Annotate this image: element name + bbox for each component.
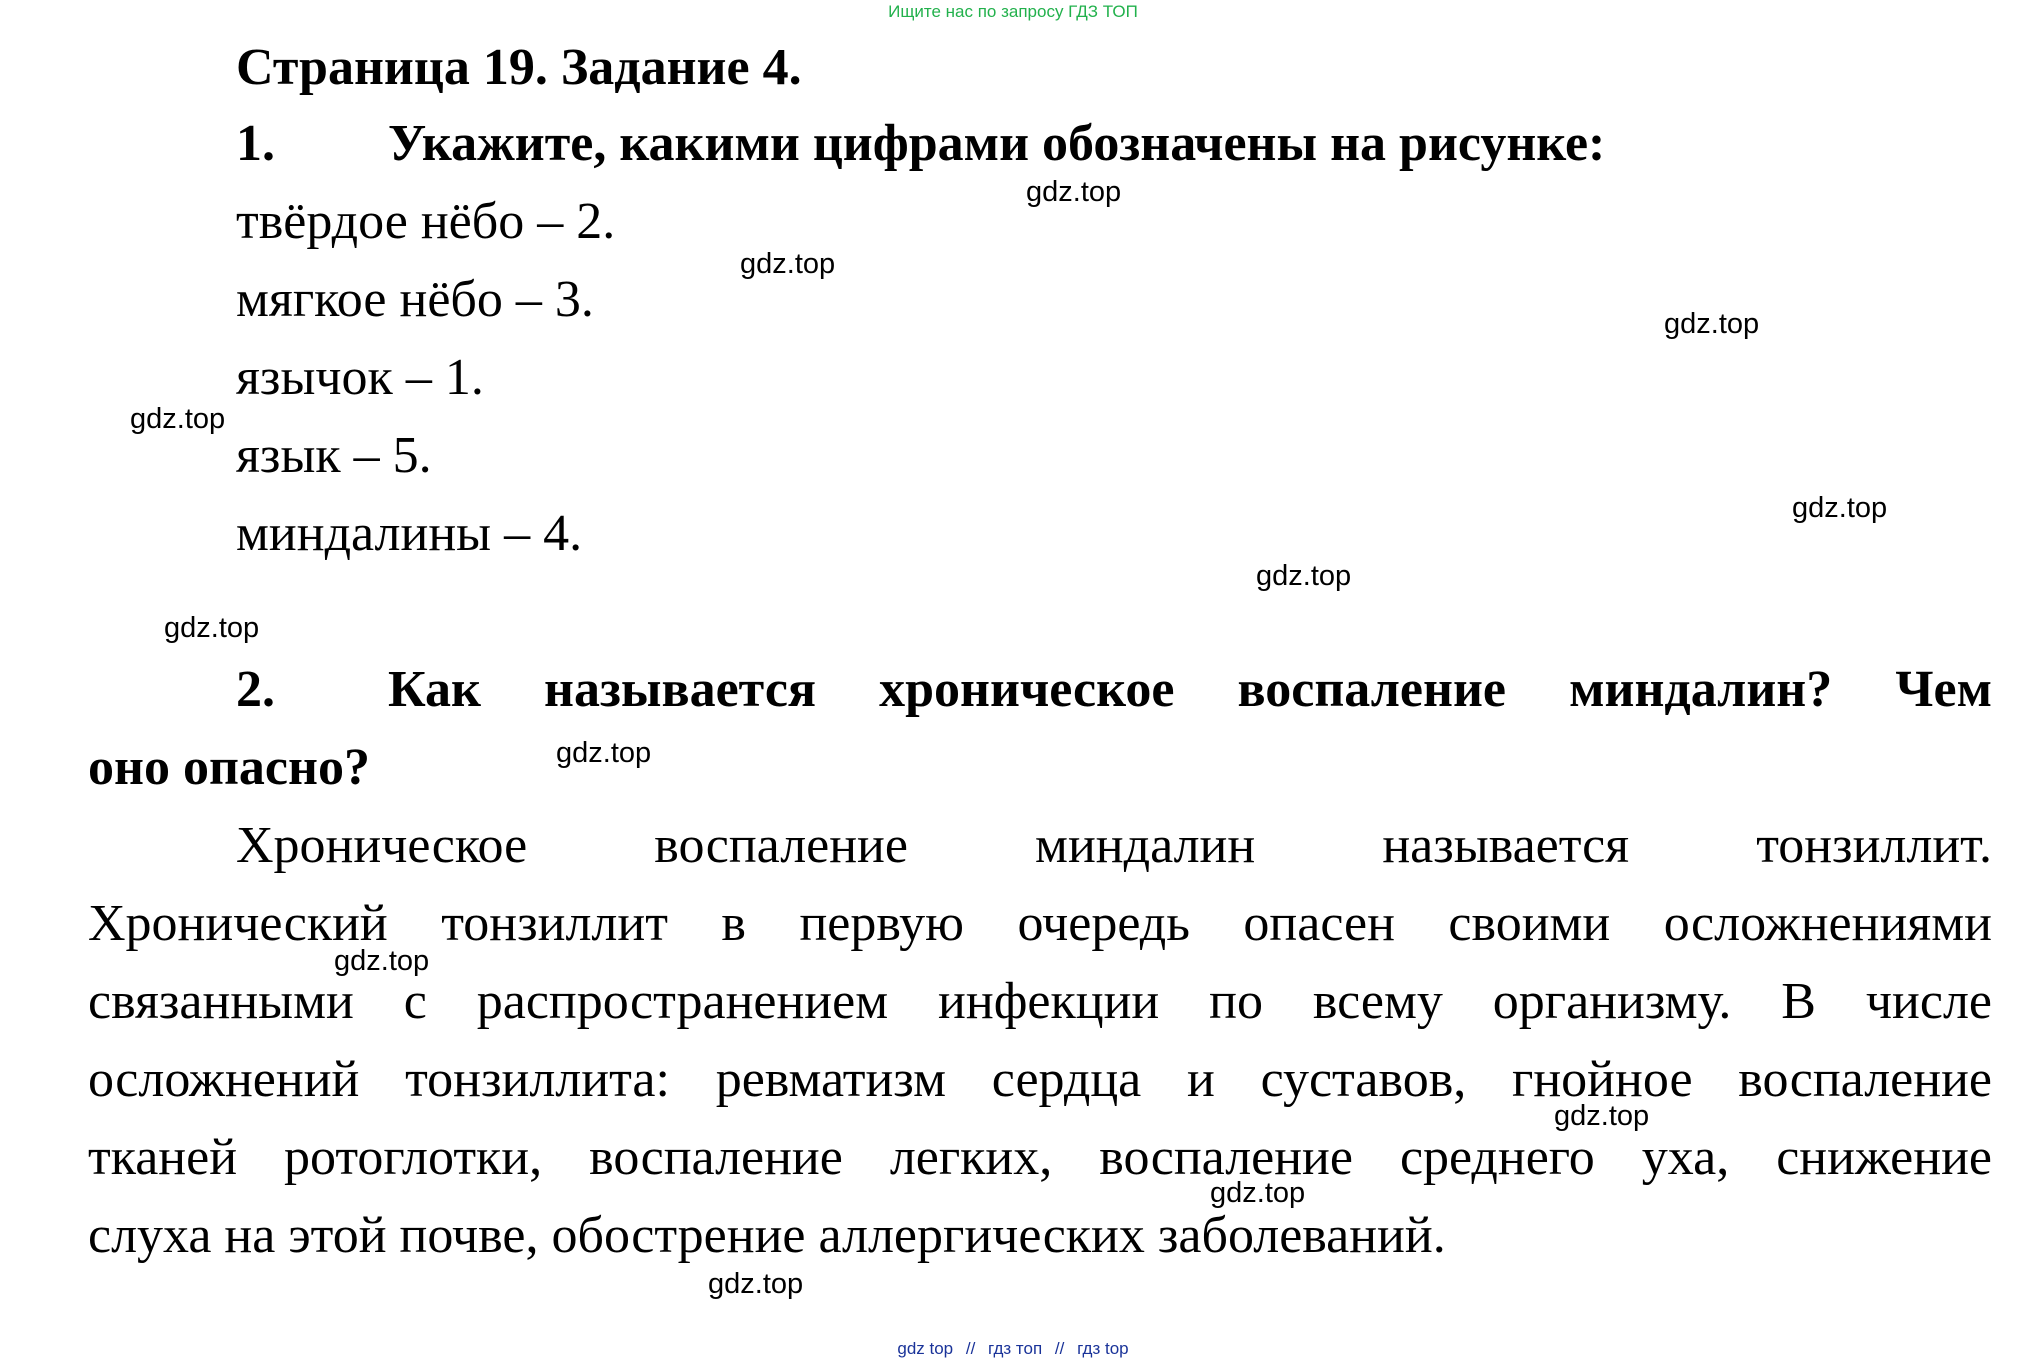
question-1-text: Укажите, какими цифрами обозначены на рисунке: xyxy=(388,115,1606,172)
a2-word: связанными xyxy=(88,973,354,1030)
a2-word: воспаление xyxy=(1099,1129,1353,1186)
answer-2-line-4 xyxy=(88,1051,1992,1108)
a2-word: воспаление xyxy=(1738,1051,1992,1108)
a2-word: очередь xyxy=(1017,895,1190,952)
a2-word: своими xyxy=(1448,895,1611,952)
a2-word: первую xyxy=(799,895,964,952)
answer-item: миндалины – 4. xyxy=(236,505,583,562)
a2-word: тонзиллита: xyxy=(405,1051,670,1108)
footer xyxy=(0,1340,2026,1357)
a2-word: опасен xyxy=(1243,895,1395,952)
answer-2-line-3 xyxy=(88,973,1992,1030)
watermark: gdz.top xyxy=(556,737,652,769)
watermark: gdz.top xyxy=(740,248,836,280)
q2-word: Чем xyxy=(1895,661,1992,718)
watermark: gdz.top xyxy=(1792,492,1888,524)
watermark: gdz.top xyxy=(130,403,226,435)
q2-word: Как xyxy=(388,661,481,718)
answer-item: твёрдое нёбо – 2. xyxy=(236,193,616,250)
a2-word: всему xyxy=(1312,973,1443,1030)
question-1-number: 1. xyxy=(236,115,275,172)
q2-word: воспаление xyxy=(1237,661,1506,718)
footer-link[interactable]: гдз top xyxy=(1077,1339,1129,1358)
watermark: gdz.top xyxy=(334,945,430,977)
answer-item: язычок – 1. xyxy=(236,349,484,406)
a2-word: среднего xyxy=(1399,1129,1595,1186)
a2-word: суставов, xyxy=(1260,1051,1467,1108)
watermark: gdz.top xyxy=(1554,1100,1650,1132)
footer-separator: // xyxy=(1054,1339,1065,1358)
a2-word: осложнений xyxy=(88,1051,360,1108)
a2-word: В xyxy=(1781,973,1816,1030)
a2-word: тканей xyxy=(88,1129,238,1186)
a2-word: сердца xyxy=(991,1051,1142,1108)
question-2-number: 2. xyxy=(236,661,275,718)
a2-word: называется xyxy=(1382,817,1630,874)
top-banner: Ищите нас по запросу ГДЗ ТОП xyxy=(888,2,1138,21)
a2-word: по xyxy=(1209,973,1263,1030)
a2-word: организму. xyxy=(1492,973,1732,1030)
question-2-line-2: оно опасно? xyxy=(88,739,370,796)
a2-word: ревматизм xyxy=(715,1051,947,1108)
a2-word: Хронический xyxy=(88,895,388,952)
question-1 xyxy=(236,115,1606,172)
a2-word: снижение xyxy=(1776,1129,1992,1186)
page-title: Страница 19. Задание 4. xyxy=(236,39,802,96)
watermark: gdz.top xyxy=(1210,1177,1306,1209)
a2-word: в xyxy=(721,895,746,952)
a2-word: распространением xyxy=(476,973,889,1030)
footer-link[interactable]: гдз топ xyxy=(988,1339,1043,1358)
answer-2-line-1 xyxy=(236,817,1992,874)
a2-word: инфекции xyxy=(938,973,1160,1030)
watermark: gdz.top xyxy=(1256,560,1352,592)
answer-2-line-6: слуха на этой почве, обострение аллергических заболеваний. xyxy=(88,1207,1446,1264)
a2-word: гнойное xyxy=(1512,1051,1693,1108)
a2-word: ротоглотки, xyxy=(284,1129,543,1186)
footer-link[interactable]: gdz top xyxy=(897,1339,954,1358)
q2-word: называется xyxy=(544,661,817,718)
a2-word: тонзиллит xyxy=(441,895,668,952)
watermark: gdz.top xyxy=(164,612,260,644)
a2-word: миндалин xyxy=(1035,817,1256,874)
watermark: gdz.top xyxy=(708,1268,804,1300)
answer-2-line-5 xyxy=(88,1129,1992,1186)
q2-word: хроническое xyxy=(879,661,1175,718)
answer-2-line-2 xyxy=(88,895,1992,952)
a2-word: Хроническое xyxy=(236,817,528,874)
a2-word: уха, xyxy=(1641,1129,1730,1186)
watermark: gdz.top xyxy=(1026,176,1122,208)
a2-word: тонзиллит. xyxy=(1756,817,1992,874)
answer-item: мягкое нёбо – 3. xyxy=(236,271,594,328)
a2-word: воспаление xyxy=(654,817,908,874)
q2-word: миндалин? xyxy=(1569,661,1833,718)
a2-word: легких, xyxy=(889,1129,1053,1186)
a2-word: воспаление xyxy=(589,1129,843,1186)
a2-word: числе xyxy=(1865,973,1992,1030)
footer-separator: // xyxy=(965,1339,976,1358)
a2-word: осложнениями xyxy=(1663,895,1992,952)
watermark: gdz.top xyxy=(1664,308,1760,340)
question-2-line-1 xyxy=(236,661,1992,718)
a2-word: с xyxy=(403,973,427,1030)
a2-word: и xyxy=(1187,1051,1215,1108)
answer-item: язык – 5. xyxy=(236,427,432,484)
